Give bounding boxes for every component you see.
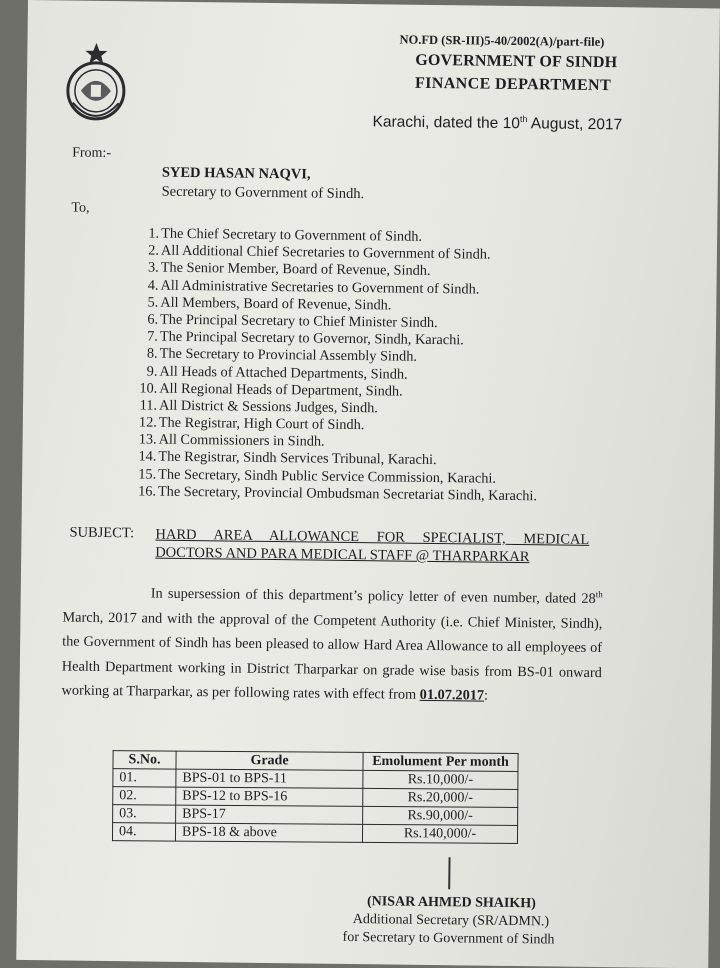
subject-line-2: DOCTORS AND PARA MEDICAL STAFF @ THARPARKAR: [155, 544, 530, 566]
subject-text: [155, 526, 589, 567]
sender-title: Secretary to Government of Sindh.: [161, 183, 365, 203]
signatory-name: (NISAR AHMED SHAIKH): [366, 894, 536, 912]
header-emolument: Emolument Per month: [363, 752, 518, 771]
list-item: 5. All Members, Board of Revenue, Sindh.: [147, 294, 392, 314]
signature-mark: [448, 857, 450, 889]
list-item: 16. The Secretary, Provincial Ombudsman Secretariat Sindh, Karachi.: [138, 483, 538, 505]
department-heading: FINANCE DEPARTMENT: [414, 74, 612, 95]
list-item: 7. The Principal Secretary to Governor, Sindh, Karachi.: [147, 328, 464, 349]
to-label: To,: [71, 200, 90, 216]
cell-sno: 04.: [112, 823, 175, 841]
rates-table: [112, 750, 519, 844]
body-paragraph: In supersession of this department’s policy letter of even number, dated 28th March, 2017 and with the approval of the Competent Authority (i.e. Chief Minister, Sindh), the Government of Sindh has been pleased to allow Hard Area Allowance to all employees of Health Department working in District Tharparkar on grade wise basis from BS-01 onward working at Tharparkar, as per following rates with effect from 01.07.2017:: [61, 585, 603, 704]
cell-sno: 02.: [113, 787, 176, 805]
cell-amount: Rs.20,000/-: [363, 788, 518, 807]
cell-grade: BPS-18 & above: [175, 823, 362, 842]
list-item: 10. All Regional Heads of Department, Sindh.: [139, 380, 403, 400]
sender-name: SYED HASAN NAQVI,: [161, 164, 311, 183]
recipient-list: [92, 225, 615, 506]
sindh-government-seal-icon: [63, 40, 130, 123]
list-item: 12. The Registrar, High Court of Sindh.: [138, 414, 365, 434]
cell-grade: BPS-12 to BPS-16: [176, 787, 363, 806]
cell-sno: 01.: [113, 769, 176, 787]
list-item: 8. The Secretary to Provincial Assembly Sindh.: [146, 345, 418, 366]
cell-amount: Rs.140,000/-: [362, 824, 517, 843]
list-item: 9. All Heads of Attached Departments, Sindh.: [146, 362, 408, 383]
header-grade: Grade: [176, 751, 363, 770]
letter-date: Karachi, dated the 10th August, 2017: [372, 113, 623, 134]
list-item: 14. The Registrar, Sindh Services Tribunal, Karachi.: [138, 448, 437, 469]
letter-page: [16, 0, 720, 968]
cell-sno: 03.: [113, 805, 176, 823]
list-item: 13. All Commissioners in Sindh.: [138, 431, 325, 450]
cell-grade: BPS-17: [176, 805, 363, 824]
list-item: 11. All District & Sessions Judges, Sindh.: [139, 397, 378, 417]
list-item: 2. All Additional Chief Secretaries to Government of Sindh.: [148, 242, 491, 263]
subject-label: SUBJECT:: [69, 524, 135, 542]
list-item: 4. All Administrative Secretaries to Government of Sindh.: [147, 277, 480, 298]
list-item: 3. The Senior Member, Board of Revenue, Sindh.: [147, 259, 431, 280]
cell-amount: Rs.10,000/-: [363, 770, 518, 789]
list-item: 1. The Chief Secretary to Government of Sindh.: [148, 225, 423, 245]
cell-grade: BPS-01 to BPS-11: [176, 769, 363, 788]
subject-line-1: HARD AREA ALLOWANCE FOR SPECIALIST, MEDICAL: [155, 526, 590, 548]
signatory-for-line: for Secretary to Government of Sindh: [342, 929, 555, 948]
reference-number: NO.FD (SR-III)5-40/2002(A)/part-file): [399, 32, 605, 50]
header-sno: S.No.: [113, 751, 176, 769]
list-item: 15. The Secretary, Sindh Public Service Commission, Karachi.: [138, 466, 497, 487]
list-item: 6. The Principal Secretary to Chief Minister Sindh.: [147, 311, 438, 331]
signatory-title: Additional Secretary (SR/ADMN.): [352, 912, 550, 930]
table-row: [112, 823, 517, 844]
from-label: From:-: [72, 145, 112, 162]
effective-date: 01.07.2017: [419, 686, 485, 704]
cell-amount: Rs.90,000/-: [363, 806, 518, 825]
government-heading: GOVERNMENT OF SINDH: [415, 51, 618, 72]
